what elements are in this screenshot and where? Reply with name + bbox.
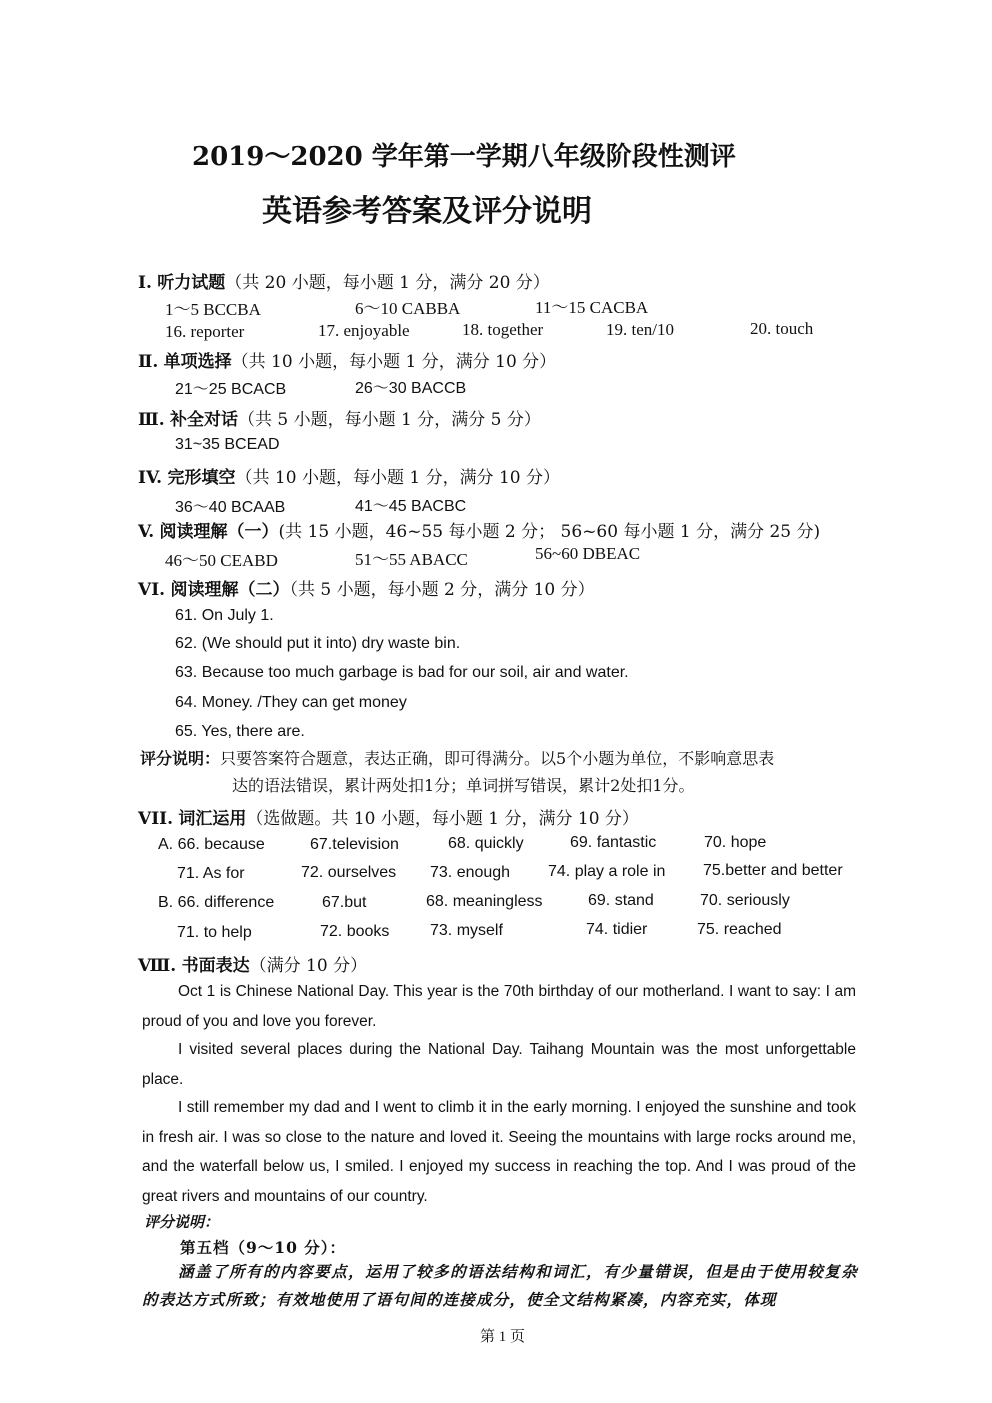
answer-item: B. 66. difference (158, 894, 275, 911)
section-number: VI. (138, 580, 166, 600)
grading-note-label: 评分说明： (140, 749, 221, 768)
section-desc: （共 10 小题，每小题 1 分，满分 10 分） (231, 352, 557, 372)
essay-paragraph (142, 977, 856, 1036)
section-desc: （满分 10 分） (249, 956, 368, 976)
grading-note (140, 746, 774, 769)
section-number: VII. (138, 809, 174, 829)
answer-group: 6～10 CABBA (355, 299, 461, 318)
section-name: 书面表达 (181, 956, 250, 976)
section-number: Ⅲ. (138, 410, 165, 430)
section-4-heading (138, 463, 560, 488)
section-6-heading (138, 575, 595, 600)
section-number: IV. (138, 468, 163, 488)
essay-paragraph (142, 1035, 856, 1094)
document-title: 2019～2020 学年第一学期八年级阶段性测评 (192, 142, 736, 172)
answer-group: 56~60 DBEAC (535, 544, 641, 563)
essay-text: I visited several places during the National Day. Taihang Mountain was the most unforgettable place. (142, 1041, 856, 1088)
answer-item: 18. together (462, 320, 544, 339)
answer-line: 65. Yes, there are. (175, 723, 305, 740)
section-number: V. (138, 522, 155, 542)
section-7-heading (138, 804, 639, 829)
answer-item: 67.television (310, 836, 399, 853)
section-name: 补全对话 (170, 410, 239, 430)
answer-item: 67.but (322, 894, 367, 911)
answer-item: 75.better and better (703, 862, 843, 879)
section-name: 单项选择 (163, 352, 232, 372)
section-number: Ⅱ. (138, 352, 159, 372)
answer-item: A. 66. because (158, 836, 265, 853)
grade-level-text: 涵盖了所有的内容要点，运用了较多的语法结构和词汇，有少量错误，但是由于使用较复杂的表达方式所致；有效地使用了语句间的连接成分，使全文结构紧凑，内容充实，体现 (142, 1262, 858, 1309)
document-subtitle: 英语参考答案及评分说明 (262, 194, 592, 229)
answer-group: 1～5 BCCBA (165, 300, 261, 319)
section-number: Ⅷ. (138, 956, 177, 976)
section-desc: （选做题。共 10 小题，每小题 1 分，满分 10 分） (246, 809, 639, 829)
answer-item: 70. seriously (700, 892, 790, 909)
grading-note-line: 达的语法错误，累计两处扣1分；单词拼写错误，累计2处扣1分。 (232, 776, 695, 795)
section-name: 阅读理解（二） (170, 580, 290, 600)
section-8-heading (138, 951, 367, 976)
section-1-heading (138, 268, 550, 293)
answer-line: 64. Money. /They can get money (175, 694, 407, 711)
answer-item: 69. fantastic (570, 834, 657, 851)
answer-group: 46～50 CEABD (165, 551, 278, 570)
answer-item: 69. stand (588, 892, 654, 909)
answer-item: 71. to help (177, 924, 252, 941)
section-number: I. (138, 273, 152, 293)
grade-level-title: 第五档（9～10 分）： (180, 1238, 347, 1257)
answer-item: 16. reporter (165, 322, 245, 341)
answer-item: 74. play a role in (548, 863, 666, 880)
answer-item: 70. hope (704, 834, 767, 851)
answer-item: 74. tidier (586, 921, 648, 938)
answer-line: 62. (We should put it into) dry waste bin. (175, 635, 461, 652)
answer-line: 63. Because too much garbage is bad for our soil, air and water. (175, 664, 629, 681)
answer-item: 68. meaningless (426, 893, 543, 910)
answer-group: 26～30 BACCB (355, 380, 467, 397)
answer-item: 71. As for (177, 865, 245, 882)
section-name: 听力试题 (157, 273, 226, 293)
section-desc: （共 5 小题，每小题 2 分，满分 10 分） (289, 580, 595, 600)
section-desc: （共 10 小题，每小题 1 分，满分 10 分） (235, 468, 561, 488)
page-number: 第 1 页 (480, 1329, 526, 1345)
answer-item: 75. reached (697, 921, 782, 938)
answer-group: 11～15 CACBA (535, 298, 649, 317)
answer-item: 73. enough (430, 864, 511, 881)
section-desc: （共 20 小题，每小题 1 分，满分 20 分） (225, 273, 550, 293)
essay-paragraph (142, 1093, 856, 1211)
answer-item: 17. enjoyable (318, 321, 410, 340)
essay-text: I still remember my dad and I went to climb it in the early morning. I enjoyed the sunshine and took in fresh air. I was so close to the nature and loved it. Seeing the mountains with large rocks around me, and the waterfall below us, I smiled. I enjoyed my success in reaching the top. And I was proud of the great rivers and mountains of our country. (142, 1099, 856, 1205)
answer-group: 21～25 BCACB (175, 381, 287, 398)
answer-item: 20. touch (750, 319, 814, 338)
answer-group: 36～40 BCAAB (175, 499, 286, 516)
answer-group: 31~35 BCEAD (175, 436, 280, 453)
answer-group: 41～45 BACBC (355, 498, 467, 515)
section-name: 阅读理解（一） (159, 522, 279, 542)
answer-item: 68. quickly (448, 835, 524, 852)
answer-line: 61. On July 1. (175, 607, 274, 624)
section-3-heading (138, 405, 541, 430)
essay-text: Oct 1 is Chinese National Day. This year is the 70th birthday of our motherland. I want to say: I am proud of you and love you forever. (142, 983, 856, 1030)
answer-item: 72. ourselves (301, 864, 397, 881)
section-desc: （共 5 小题，每小题 1 分，满分 5 分） (238, 410, 541, 430)
answer-item: 73. myself (430, 922, 503, 939)
answer-item: 72. books (320, 923, 390, 940)
grading-note-line: 只要答案符合题意，表达正确，即可得满分。以5个小题为单位，不影响意思表 (220, 749, 775, 768)
answer-item: 19. ten/10 (606, 320, 674, 339)
section-name: 词汇运用 (178, 809, 247, 829)
section-name: 完形填空 (167, 468, 236, 488)
grading-label: 评分说明： (144, 1213, 220, 1231)
answer-group: 51～55 ABACC (355, 550, 468, 569)
section-2-heading (138, 347, 556, 372)
section-desc: (共 15 小题，46~55 每小题 2 分； 56~60 每小题 1 分，满分 25 分) (278, 522, 821, 542)
section-5-heading (138, 517, 820, 542)
